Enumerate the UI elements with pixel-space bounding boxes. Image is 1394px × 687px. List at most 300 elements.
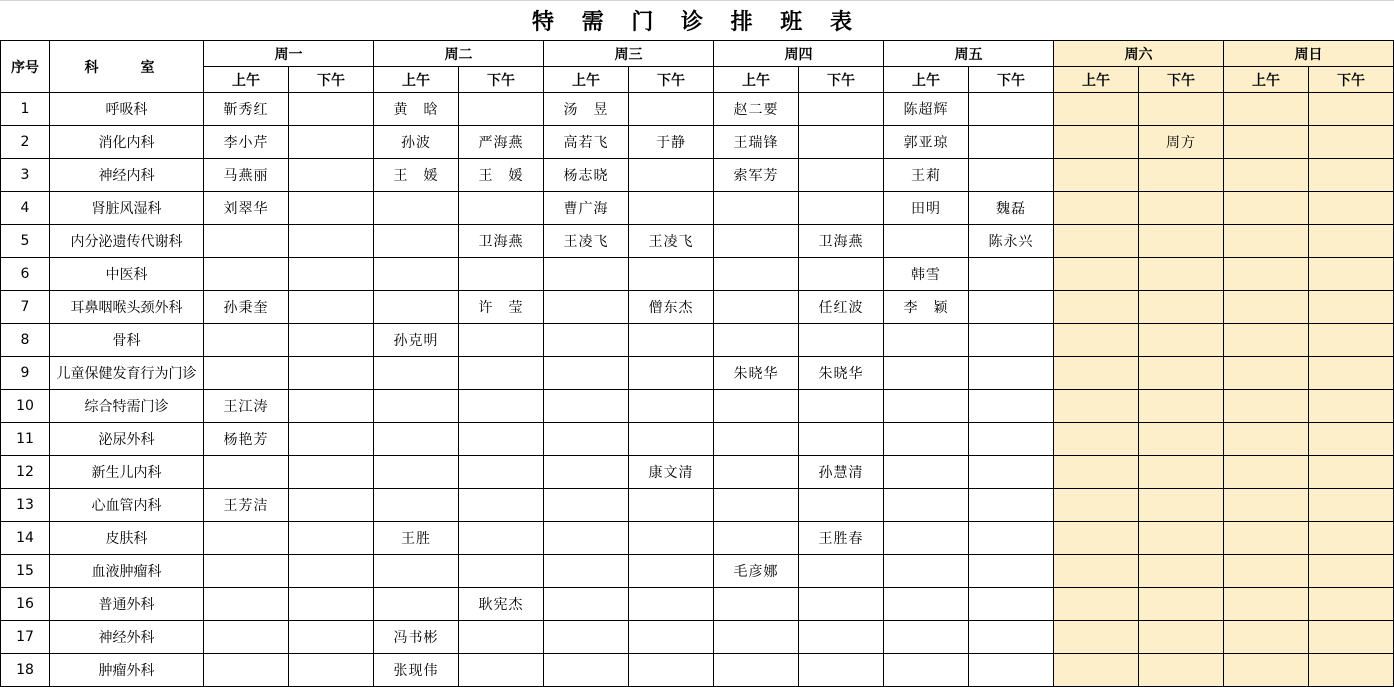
row-index-cell: 11 [1, 423, 50, 456]
doctor-slot-cell [1139, 621, 1224, 654]
day-header-thu: 周四 [714, 41, 884, 67]
doctor-slot-cell: 王 媛 [459, 159, 544, 192]
doctor-slot-cell [799, 489, 884, 522]
table-row [1, 522, 1394, 555]
row-index-cell: 10 [1, 390, 50, 423]
table-row [1, 159, 1394, 192]
doctor-slot-cell [1224, 423, 1309, 456]
doctor-slot-cell: 孙秉奎 [204, 291, 289, 324]
table-row [1, 588, 1394, 621]
doctor-slot-cell [714, 192, 799, 225]
table-row [1, 456, 1394, 489]
doctor-slot-cell [459, 489, 544, 522]
doctor-slot-cell [289, 423, 374, 456]
doctor-slot-cell [884, 225, 969, 258]
table-row [1, 555, 1394, 588]
doctor-slot-cell [1054, 555, 1139, 588]
doctor-slot-cell: 索军芳 [714, 159, 799, 192]
doctor-slot-cell [289, 258, 374, 291]
doctor-slot-cell [1224, 324, 1309, 357]
doctor-slot-cell [1139, 456, 1224, 489]
doctor-slot-cell [289, 225, 374, 258]
doctor-slot-cell [714, 621, 799, 654]
doctor-slot-cell [289, 126, 374, 159]
doctor-slot-cell [204, 654, 289, 687]
day-header-sat: 周六 [1054, 41, 1224, 67]
doctor-slot-cell [1054, 456, 1139, 489]
doctor-slot-cell [204, 522, 289, 555]
doctor-slot-cell: 王瑞锋 [714, 126, 799, 159]
doctor-slot-cell [1309, 390, 1394, 423]
doctor-slot-cell [1224, 654, 1309, 687]
doctor-slot-cell: 马燕丽 [204, 159, 289, 192]
department-cell: 内分泌遗传代谢科 [50, 225, 204, 258]
doctor-slot-cell [1224, 225, 1309, 258]
doctor-slot-cell [884, 456, 969, 489]
doctor-slot-cell [884, 555, 969, 588]
doctor-slot-cell [1309, 159, 1394, 192]
doctor-slot-cell [289, 93, 374, 126]
doctor-slot-cell [1139, 654, 1224, 687]
row-index-cell: 4 [1, 192, 50, 225]
period-header-am: 上午 [1054, 67, 1139, 93]
doctor-slot-cell [1054, 588, 1139, 621]
doctor-slot-cell [799, 324, 884, 357]
period-header-pm: 下午 [289, 67, 374, 93]
doctor-slot-cell: 僧东杰 [629, 291, 714, 324]
doctor-slot-cell [459, 621, 544, 654]
department-cell: 心血管内科 [50, 489, 204, 522]
doctor-slot-cell [1309, 225, 1394, 258]
doctor-slot-cell [969, 159, 1054, 192]
doctor-slot-cell [544, 324, 629, 357]
doctor-slot-cell [289, 390, 374, 423]
doctor-slot-cell [799, 555, 884, 588]
doctor-slot-cell [1139, 324, 1224, 357]
doctor-slot-cell: 王莉 [884, 159, 969, 192]
table-row [1, 291, 1394, 324]
doctor-slot-cell [1054, 489, 1139, 522]
doctor-slot-cell [1224, 357, 1309, 390]
doctor-slot-cell [969, 588, 1054, 621]
doctor-slot-cell [1139, 357, 1224, 390]
doctor-slot-cell [799, 588, 884, 621]
doctor-slot-cell [1054, 522, 1139, 555]
doctor-slot-cell [459, 522, 544, 555]
table-row [1, 357, 1394, 390]
doctor-slot-cell [629, 258, 714, 291]
doctor-slot-cell [1054, 225, 1139, 258]
table-row [1, 423, 1394, 456]
doctor-slot-cell: 卫海燕 [459, 225, 544, 258]
period-header-am: 上午 [884, 67, 969, 93]
doctor-slot-cell [629, 423, 714, 456]
doctor-slot-cell [629, 654, 714, 687]
doctor-slot-cell [969, 390, 1054, 423]
doctor-slot-cell: 魏磊 [969, 192, 1054, 225]
doctor-slot-cell [544, 291, 629, 324]
doctor-slot-cell: 王凌飞 [544, 225, 629, 258]
department-cell: 血液肿瘤科 [50, 555, 204, 588]
row-index-cell: 6 [1, 258, 50, 291]
doctor-slot-cell [629, 489, 714, 522]
doctor-slot-cell [714, 522, 799, 555]
doctor-slot-cell [1054, 390, 1139, 423]
period-header-pm: 下午 [459, 67, 544, 93]
doctor-slot-cell [1224, 489, 1309, 522]
doctor-slot-cell [374, 456, 459, 489]
doctor-slot-cell: 孙波 [374, 126, 459, 159]
doctor-slot-cell: 任红波 [799, 291, 884, 324]
doctor-slot-cell [629, 588, 714, 621]
doctor-slot-cell [969, 456, 1054, 489]
doctor-slot-cell [884, 423, 969, 456]
doctor-slot-cell [1139, 555, 1224, 588]
doctor-slot-cell: 杨志晓 [544, 159, 629, 192]
doctor-slot-cell [544, 621, 629, 654]
doctor-slot-cell [289, 654, 374, 687]
doctor-slot-cell [544, 423, 629, 456]
doctor-slot-cell [459, 654, 544, 687]
doctor-slot-cell [1224, 126, 1309, 159]
doctor-slot-cell [1224, 456, 1309, 489]
doctor-slot-cell [884, 588, 969, 621]
day-header-fri: 周五 [884, 41, 1054, 67]
doctor-slot-cell: 高若飞 [544, 126, 629, 159]
doctor-slot-cell [714, 489, 799, 522]
doctor-slot-cell [969, 621, 1054, 654]
doctor-slot-cell [289, 192, 374, 225]
doctor-slot-cell: 毛彦娜 [714, 555, 799, 588]
doctor-slot-cell [544, 588, 629, 621]
doctor-slot-cell [714, 291, 799, 324]
table-row [1, 390, 1394, 423]
doctor-slot-cell [374, 555, 459, 588]
schedule-table [0, 40, 1394, 687]
doctor-slot-cell [714, 588, 799, 621]
doctor-slot-cell [459, 357, 544, 390]
doctor-slot-cell [1309, 456, 1394, 489]
doctor-slot-cell [1139, 225, 1224, 258]
doctor-slot-cell [714, 654, 799, 687]
doctor-slot-cell [629, 192, 714, 225]
period-header-am: 上午 [204, 67, 289, 93]
doctor-slot-cell [374, 225, 459, 258]
doctor-slot-cell [459, 93, 544, 126]
department-cell: 呼吸科 [50, 93, 204, 126]
doctor-slot-cell [799, 258, 884, 291]
doctor-slot-cell [969, 423, 1054, 456]
doctor-slot-cell [374, 357, 459, 390]
row-index-cell: 7 [1, 291, 50, 324]
doctor-slot-cell [884, 489, 969, 522]
doctor-slot-cell [714, 423, 799, 456]
doctor-slot-cell [374, 192, 459, 225]
department-cell: 皮肤科 [50, 522, 204, 555]
doctor-slot-cell [1139, 489, 1224, 522]
doctor-slot-cell [289, 522, 374, 555]
table-row [1, 93, 1394, 126]
doctor-slot-cell [1309, 192, 1394, 225]
doctor-slot-cell [289, 159, 374, 192]
doctor-slot-cell [1139, 522, 1224, 555]
doctor-slot-cell [544, 357, 629, 390]
row-index-cell: 2 [1, 126, 50, 159]
doctor-slot-cell [969, 489, 1054, 522]
doctor-slot-cell [1224, 291, 1309, 324]
doctor-slot-cell: 陈永兴 [969, 225, 1054, 258]
doctor-slot-cell: 李小芹 [204, 126, 289, 159]
doctor-slot-cell: 张现伟 [374, 654, 459, 687]
doctor-slot-cell: 陈超辉 [884, 93, 969, 126]
doctor-slot-cell [1224, 159, 1309, 192]
doctor-slot-cell [289, 291, 374, 324]
doctor-slot-cell [969, 93, 1054, 126]
doctor-slot-cell [799, 390, 884, 423]
row-index-cell: 15 [1, 555, 50, 588]
doctor-slot-cell [1139, 159, 1224, 192]
doctor-slot-cell: 朱晓华 [714, 357, 799, 390]
row-index-cell: 1 [1, 93, 50, 126]
table-row [1, 192, 1394, 225]
doctor-slot-cell [459, 390, 544, 423]
department-cell: 神经外科 [50, 621, 204, 654]
doctor-slot-cell [1224, 192, 1309, 225]
doctor-slot-cell [629, 390, 714, 423]
table-row [1, 654, 1394, 687]
doctor-slot-cell [1139, 258, 1224, 291]
doctor-slot-cell [544, 258, 629, 291]
doctor-slot-cell [544, 555, 629, 588]
doctor-slot-cell [1309, 621, 1394, 654]
doctor-slot-cell [289, 588, 374, 621]
doctor-slot-cell: 韩雪 [884, 258, 969, 291]
index-column-header: 序号 [1, 41, 50, 93]
doctor-slot-cell [884, 390, 969, 423]
doctor-slot-cell: 黄 晗 [374, 93, 459, 126]
doctor-slot-cell [459, 258, 544, 291]
doctor-slot-cell [629, 357, 714, 390]
period-header-pm: 下午 [969, 67, 1054, 93]
doctor-slot-cell [459, 456, 544, 489]
row-index-cell: 9 [1, 357, 50, 390]
doctor-slot-cell [1054, 258, 1139, 291]
doctor-slot-cell [374, 423, 459, 456]
doctor-slot-cell [884, 522, 969, 555]
doctor-slot-cell [1054, 357, 1139, 390]
doctor-slot-cell [799, 159, 884, 192]
doctor-slot-cell [969, 291, 1054, 324]
doctor-slot-cell [459, 192, 544, 225]
department-cell: 中医科 [50, 258, 204, 291]
row-index-cell: 12 [1, 456, 50, 489]
doctor-slot-cell [1309, 588, 1394, 621]
doctor-slot-cell [204, 555, 289, 588]
table-row [1, 324, 1394, 357]
table-row [1, 621, 1394, 654]
period-header-pm: 下午 [1139, 67, 1224, 93]
doctor-slot-cell [289, 324, 374, 357]
doctor-slot-cell [544, 489, 629, 522]
doctor-slot-cell: 汤 昱 [544, 93, 629, 126]
doctor-slot-cell [799, 423, 884, 456]
day-header-tue: 周二 [374, 41, 544, 67]
doctor-slot-cell: 靳秀红 [204, 93, 289, 126]
department-cell: 耳鼻咽喉头颈外科 [50, 291, 204, 324]
doctor-slot-cell [1309, 654, 1394, 687]
doctor-slot-cell [204, 324, 289, 357]
doctor-slot-cell: 郭亚琼 [884, 126, 969, 159]
doctor-slot-cell [629, 159, 714, 192]
doctor-slot-cell [1309, 258, 1394, 291]
doctor-slot-cell: 王江涛 [204, 390, 289, 423]
department-cell: 消化内科 [50, 126, 204, 159]
doctor-slot-cell [969, 654, 1054, 687]
doctor-slot-cell [1309, 555, 1394, 588]
doctor-slot-cell [1139, 423, 1224, 456]
department-cell: 儿童保健发育行为门诊 [50, 357, 204, 390]
doctor-slot-cell: 王胜 [374, 522, 459, 555]
doctor-slot-cell [1224, 522, 1309, 555]
doctor-slot-cell [714, 324, 799, 357]
row-index-cell: 3 [1, 159, 50, 192]
doctor-slot-cell [629, 621, 714, 654]
doctor-slot-cell: 赵二要 [714, 93, 799, 126]
doctor-slot-cell: 康文清 [629, 456, 714, 489]
department-cell: 新生儿内科 [50, 456, 204, 489]
header-row-periods [1, 67, 1394, 93]
doctor-slot-cell [799, 93, 884, 126]
doctor-slot-cell [204, 588, 289, 621]
doctor-slot-cell [969, 522, 1054, 555]
doctor-slot-cell [289, 489, 374, 522]
doctor-slot-cell [1139, 291, 1224, 324]
doctor-slot-cell [884, 324, 969, 357]
department-column-header: 科 室 [50, 41, 204, 93]
department-cell: 综合特需门诊 [50, 390, 204, 423]
doctor-slot-cell [714, 225, 799, 258]
doctor-slot-cell [629, 555, 714, 588]
table-body [1, 93, 1394, 687]
doctor-slot-cell: 卫海燕 [799, 225, 884, 258]
doctor-slot-cell [544, 654, 629, 687]
doctor-slot-cell [289, 357, 374, 390]
doctor-slot-cell [1224, 621, 1309, 654]
doctor-slot-cell [799, 621, 884, 654]
department-cell: 肾脏风湿科 [50, 192, 204, 225]
doctor-slot-cell: 冯书彬 [374, 621, 459, 654]
doctor-slot-cell [544, 522, 629, 555]
day-header-sun: 周日 [1224, 41, 1394, 67]
department-cell: 神经内科 [50, 159, 204, 192]
period-header-pm: 下午 [629, 67, 714, 93]
doctor-slot-cell: 杨艳芳 [204, 423, 289, 456]
doctor-slot-cell [1309, 93, 1394, 126]
doctor-slot-cell [1054, 126, 1139, 159]
doctor-slot-cell [1139, 192, 1224, 225]
doctor-slot-cell: 王凌飞 [629, 225, 714, 258]
doctor-slot-cell [1224, 390, 1309, 423]
doctor-slot-cell [629, 522, 714, 555]
doctor-slot-cell [1054, 159, 1139, 192]
doctor-slot-cell [714, 390, 799, 423]
doctor-slot-cell: 朱晓华 [799, 357, 884, 390]
period-header-am: 上午 [1224, 67, 1309, 93]
doctor-slot-cell [969, 258, 1054, 291]
doctor-slot-cell: 周方 [1139, 126, 1224, 159]
doctor-slot-cell [1309, 423, 1394, 456]
doctor-slot-cell [1224, 588, 1309, 621]
doctor-slot-cell [1309, 489, 1394, 522]
doctor-slot-cell [1309, 291, 1394, 324]
department-cell: 普通外科 [50, 588, 204, 621]
row-index-cell: 18 [1, 654, 50, 687]
doctor-slot-cell: 严海燕 [459, 126, 544, 159]
table-row [1, 126, 1394, 159]
doctor-slot-cell: 耿宪杰 [459, 588, 544, 621]
doctor-slot-cell [289, 555, 374, 588]
doctor-slot-cell [629, 93, 714, 126]
period-header-pm: 下午 [1309, 67, 1394, 93]
doctor-slot-cell [1309, 522, 1394, 555]
doctor-slot-cell: 刘翠华 [204, 192, 289, 225]
doctor-slot-cell [799, 192, 884, 225]
table-row [1, 258, 1394, 291]
doctor-slot-cell [374, 390, 459, 423]
doctor-slot-cell: 曹广海 [544, 192, 629, 225]
doctor-slot-cell [204, 621, 289, 654]
doctor-slot-cell [1054, 93, 1139, 126]
doctor-slot-cell [544, 456, 629, 489]
doctor-slot-cell [1054, 654, 1139, 687]
day-header-mon: 周一 [204, 41, 374, 67]
doctor-slot-cell [544, 390, 629, 423]
doctor-slot-cell [884, 654, 969, 687]
doctor-slot-cell [1054, 423, 1139, 456]
department-cell: 骨科 [50, 324, 204, 357]
table-row [1, 489, 1394, 522]
row-index-cell: 16 [1, 588, 50, 621]
doctor-slot-cell [374, 258, 459, 291]
doctor-slot-cell [629, 324, 714, 357]
page-title: 特 需 门 诊 排 班 表 [0, 0, 1394, 40]
doctor-slot-cell [1054, 324, 1139, 357]
doctor-slot-cell [1139, 93, 1224, 126]
doctor-slot-cell [1054, 192, 1139, 225]
doctor-slot-cell [714, 456, 799, 489]
doctor-slot-cell [1139, 390, 1224, 423]
doctor-slot-cell: 王芳洁 [204, 489, 289, 522]
doctor-slot-cell [969, 126, 1054, 159]
doctor-slot-cell: 许 莹 [459, 291, 544, 324]
doctor-slot-cell [1054, 291, 1139, 324]
header-row-days [1, 41, 1394, 67]
doctor-slot-cell [1224, 258, 1309, 291]
doctor-slot-cell: 于静 [629, 126, 714, 159]
doctor-slot-cell: 李 颖 [884, 291, 969, 324]
row-index-cell: 5 [1, 225, 50, 258]
doctor-slot-cell [969, 555, 1054, 588]
department-cell: 肿瘤外科 [50, 654, 204, 687]
doctor-slot-cell [204, 357, 289, 390]
doctor-slot-cell [289, 456, 374, 489]
doctor-slot-cell [884, 357, 969, 390]
period-header-am: 上午 [544, 67, 629, 93]
doctor-slot-cell [884, 621, 969, 654]
table-header [1, 41, 1394, 93]
doctor-slot-cell [799, 126, 884, 159]
doctor-slot-cell [799, 654, 884, 687]
